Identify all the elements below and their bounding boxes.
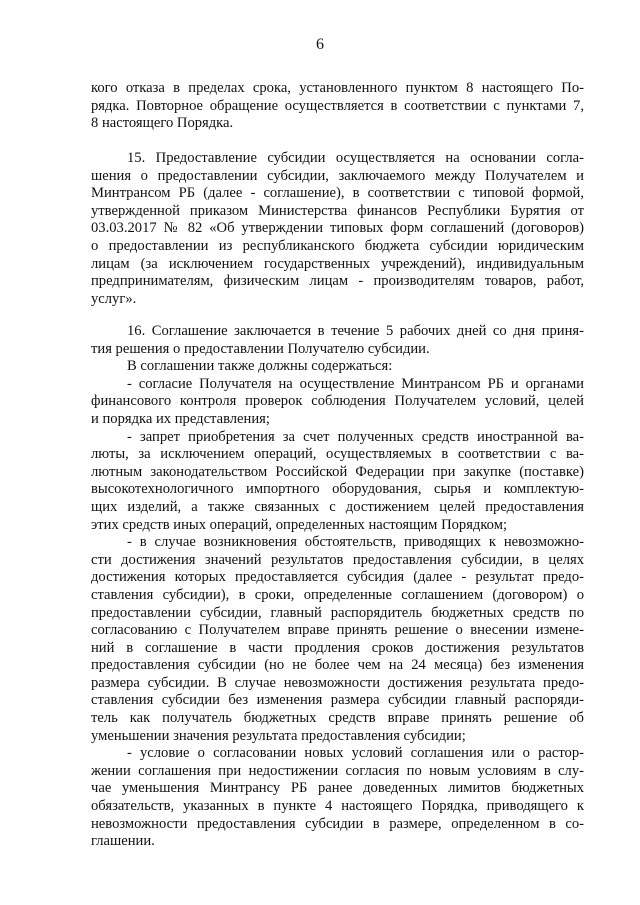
text-line: тель как получатель бюджетных средств вправе принять решение об [91, 710, 584, 727]
text-line: 03.03.2017 № 82 «Об утверждении типовых форм соглашений (договоров) [91, 220, 584, 237]
text-line: жении соглашения при недостижении согласия по новым условиям в слу- [91, 762, 584, 779]
text-line: тия решения о предоставлении Получателю субсидии. [91, 340, 430, 357]
text-line: лютным законодательством Российской Федерации при закупке (поставке) [91, 463, 584, 480]
text-line: достижения которых предоставляется субсидия (далее - результат предо- [91, 569, 584, 586]
text-line: сти достижения значений результатов предоставления субсидии, в целях [91, 551, 584, 568]
text-line: этих средств иных операций, определенных настоящим Порядком; [91, 516, 507, 533]
text-line: согласованию с Получателем вправе принять решение о внесении измене- [91, 622, 584, 639]
text-line: размера субсидии. В случае невозможности достижения результата предо- [91, 674, 584, 691]
text-line: предоставлении субсидии, главный распорядитель бюджетных средств по [91, 604, 584, 621]
page-number: 6 [316, 36, 324, 53]
paragraph-intro [91, 80, 584, 133]
text-line: глашении. [91, 833, 155, 850]
text-line: 15. Предоставление субсидии осуществляется на основании согла- [127, 150, 584, 166]
text-line: уменьшении значения результата предоставления субсидии; [91, 727, 466, 744]
text-line: В соглашении также должны содержаться: [127, 358, 393, 375]
text-line: высокотехнологичного импортного оборудования, сырья и комплектую- [91, 481, 584, 498]
text-line: невозможности предоставления субсидии в размере, определенном в со- [91, 815, 584, 832]
paragraph-15 [91, 150, 584, 308]
text-line: люты, за исключением операций, осуществляемых в соответствии с ва- [91, 446, 584, 463]
text-line: 16. Соглашение заключается в течение 5 рабочих дней со дня приня- [127, 323, 584, 339]
text-line: ставления субсидии без изменения размера субсидии главный распоряди- [91, 692, 584, 709]
text-line: - условие о согласовании новых условий соглашения или о растор- [127, 745, 584, 762]
text-line: предпринимателям, физическим лицам - производителям товаров, работ, [91, 273, 584, 290]
text-line: и порядка их представления; [91, 410, 270, 427]
text-line: - в случае возникновения обстоятельств, приводящих к невозможно- [127, 534, 584, 551]
text-line: ний в соглашение в части продления сроков достижения результатов [91, 639, 584, 656]
text-line: лицам (за исключением государственных учреждений), индивидуальным [91, 255, 584, 272]
text-line: о предоставлении из республиканского бюджета субсидии юридическим [91, 237, 584, 254]
text-line: утвержденной приказом Министерства финансов Республики Бурятия от [91, 202, 584, 219]
text-line: предоставления субсидии (но не более чем на 24 месяца) без изменения [91, 657, 584, 674]
text-line: - запрет приобретения за счет полученных средств иностранной ва- [127, 428, 584, 445]
text-line: 8 настоящего Порядка. [91, 115, 234, 132]
paragraph-16 [91, 323, 584, 851]
text-line: обязательств, указанных в пункте 4 настоящего Порядка, приводящего к [91, 798, 584, 815]
text-line: ставления субсидии), в сроки, определенные соглашением (договором) о [91, 586, 584, 603]
text-line: чае уменьшения Минтрансу РБ ранее доведенных лимитов бюджетных [91, 780, 584, 797]
text-line: шения о предоставлении субсидии, заключаемого между Получателем и [91, 167, 584, 184]
text-line: щих изделий, а также связанных с достижением целей предоставления [91, 498, 584, 515]
text-line: кого отказа в пределах срока, установленного пунктом 8 настоящего По- [91, 80, 584, 96]
text-line: - согласие Получателя на осуществление Минтрансом РБ и органами [127, 375, 584, 392]
text-line: финансового контроля проверок соблюдения Получателем условий, целей [91, 393, 584, 410]
text-line: Минтрансом РБ (далее - соглашение), в соответствии с типовой формой, [91, 185, 584, 202]
text-line: услуг». [91, 290, 137, 307]
text-line: рядка. Повторное обращение осуществляется в соответствии с пунктами 7, [91, 97, 584, 114]
